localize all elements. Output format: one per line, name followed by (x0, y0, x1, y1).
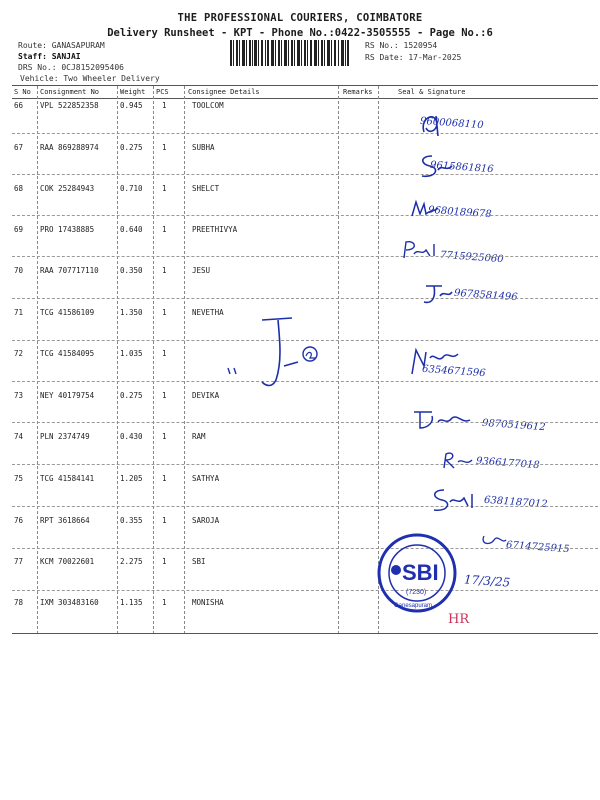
row-pcs: 1 (162, 598, 167, 607)
header-bottom-rule (12, 98, 598, 99)
row-weight: 0.430 (120, 432, 143, 441)
row-sno: 69 (14, 225, 24, 234)
row-pcs: 1 (162, 557, 167, 566)
row-pcs: 1 (162, 349, 167, 358)
row-sno: 78 (14, 598, 24, 607)
col-header-sno: S No (14, 88, 31, 96)
row-signature: 6714725915 (505, 539, 570, 556)
row-signature: 9600068110 (419, 115, 484, 132)
col-header-consignee: Consignee Details (188, 88, 260, 96)
stamp-brand: SBI (402, 560, 439, 585)
row-consignment: RPT 3618664 (40, 516, 90, 525)
row-sno: 67 (14, 143, 24, 152)
row-consignment: TCG 41584095 (40, 349, 95, 358)
row-pcs: 1 (162, 474, 167, 483)
col-divider (184, 86, 185, 634)
stamp-code: (7230) (406, 589, 427, 596)
row-pcs: 1 (162, 308, 167, 317)
runsheet-subtitle: Delivery Runsheet - KPT - Phone No.:0422-3505555 - Page No.:6 (107, 27, 493, 39)
row-pcs: 1 (162, 184, 167, 193)
signature-scribble (428, 486, 488, 514)
row-consignee: NEVETHA (192, 308, 224, 317)
row-weight: 1.205 (120, 474, 143, 483)
stamp-branch: Ganesapuram (394, 603, 433, 609)
row-signature: 6354671596 (421, 363, 486, 380)
row-consignment: RAA 707717110 (40, 266, 99, 275)
row-consignee: SAROJA (192, 516, 220, 525)
row-pcs: 1 (162, 516, 167, 525)
row-divider (12, 133, 598, 134)
row-pcs: 1 (162, 266, 167, 275)
col-header-signature: Seal & Signature (398, 88, 466, 96)
row-signature: 9870519612 (481, 417, 546, 434)
row-sno: 70 (14, 266, 24, 275)
row-divider (12, 298, 598, 299)
row-pcs: 1 (162, 143, 167, 152)
row-signature: 9366177018 (475, 455, 540, 472)
sbi-branch-stamp (372, 530, 462, 616)
row-sno: 76 (14, 516, 24, 525)
row-sno: 66 (14, 101, 24, 110)
row-consignee: SHELCT (192, 184, 220, 193)
col-divider (153, 86, 154, 634)
row-consignment: NEY 40179754 (40, 391, 95, 400)
row-signature: 6381187012 (483, 494, 548, 511)
row-consignment: PRO 17438885 (40, 225, 95, 234)
signature-scribble (412, 152, 462, 182)
row-consignee: JESU (192, 266, 211, 275)
col-divider (338, 86, 339, 634)
row-sno: 74 (14, 432, 24, 441)
drs-number: DRS No.: 0CJ8152095406 (18, 63, 124, 72)
row-weight: 0.710 (120, 184, 143, 193)
col-header-weight: Weight (120, 88, 146, 96)
row-weight: 0.275 (120, 143, 143, 152)
row-consignment: COK 25284943 (40, 184, 95, 193)
row-pcs: 1 (162, 225, 167, 234)
row-divider (12, 256, 598, 257)
row-consignment: TCG 41584141 (40, 474, 95, 483)
row-consignee: SBI (192, 557, 206, 566)
row-consignee: SATHYA (192, 474, 220, 483)
col-divider (117, 86, 118, 634)
row-weight: 0.355 (120, 516, 143, 525)
row-consignee: RAM (192, 432, 206, 441)
row-signature: 9615861816 (429, 159, 494, 176)
row-divider (12, 215, 598, 216)
row-signature: 9678581496 (453, 287, 518, 304)
row-signature: 9680189678 (427, 204, 492, 221)
row-divider (12, 590, 598, 591)
row-weight: 1.035 (120, 349, 143, 358)
row-weight: 1.350 (120, 308, 143, 317)
row-signature: 7715925060 (439, 249, 504, 266)
row-pcs: 1 (162, 432, 167, 441)
rs-date: RS Date: 17-Mar-2025 (365, 53, 462, 62)
row-pcs: 1 (162, 391, 167, 400)
vehicle-label: Vehicle: Two Wheeler Delivery (20, 74, 160, 83)
company-title: THE PROFESSIONAL COURIERS, COIMBATORE (177, 12, 423, 24)
row-consignee: DEVIKA (192, 391, 220, 400)
table-bottom-rule (12, 633, 598, 634)
signature-scribble (418, 110, 458, 140)
row-sno: 68 (14, 184, 24, 193)
signature-scribble (222, 312, 332, 392)
signature-scribble (418, 280, 458, 308)
signature-scribble (478, 530, 512, 552)
row-consignee: PREETHIVYA (192, 225, 238, 234)
row-consignment: VPL 522852358 (40, 101, 99, 110)
row-divider (12, 422, 598, 423)
row-signature: 17/3/25 (463, 572, 511, 590)
col-header-consignment: Consignment No (40, 88, 100, 96)
row-consignee: MONISHA (192, 598, 224, 607)
col-header-pcs: PCS (156, 88, 169, 96)
row-weight: 2.275 (120, 557, 143, 566)
rs-number: RS No.: 1520954 (365, 41, 438, 50)
row-sno: 73 (14, 391, 24, 400)
row-weight: 1.135 (120, 598, 143, 607)
row-divider (12, 506, 598, 507)
barcode-image (230, 40, 350, 66)
route-label: Route: GANASAPURAM (18, 41, 105, 50)
staff-label: Staff: SANJAI (18, 52, 81, 61)
row-consignment: RAA 869288974 (40, 143, 99, 152)
row-sno: 77 (14, 557, 24, 566)
signature-scribble (408, 196, 448, 222)
signature-scribble (400, 238, 450, 264)
row-consignee: SUBHA (192, 143, 215, 152)
row-sno: 71 (14, 308, 24, 317)
row-weight: 0.945 (120, 101, 143, 110)
signature-scribble (440, 448, 480, 472)
signature-scribble (408, 344, 478, 378)
row-divider (12, 174, 598, 175)
row-consignment: TCG 41586109 (40, 308, 95, 317)
row-weight: 0.350 (120, 266, 143, 275)
table-top-rule (12, 85, 598, 86)
row-pcs: 1 (162, 101, 167, 110)
handwritten-annotation: HR (448, 612, 470, 627)
row-consignment: IXM 303483160 (40, 598, 99, 607)
row-weight: 0.275 (120, 391, 143, 400)
row-consignment: PLN 2374749 (40, 432, 90, 441)
signature-scribble (410, 404, 480, 434)
col-divider (37, 86, 38, 634)
row-consignment: KCM 70022601 (40, 557, 95, 566)
row-divider (12, 464, 598, 465)
col-header-remarks: Remarks (343, 88, 373, 96)
row-consignee: TOOLCOM (192, 101, 224, 110)
row-sno: 72 (14, 349, 24, 358)
row-weight: 0.640 (120, 225, 143, 234)
row-sno: 75 (14, 474, 24, 483)
